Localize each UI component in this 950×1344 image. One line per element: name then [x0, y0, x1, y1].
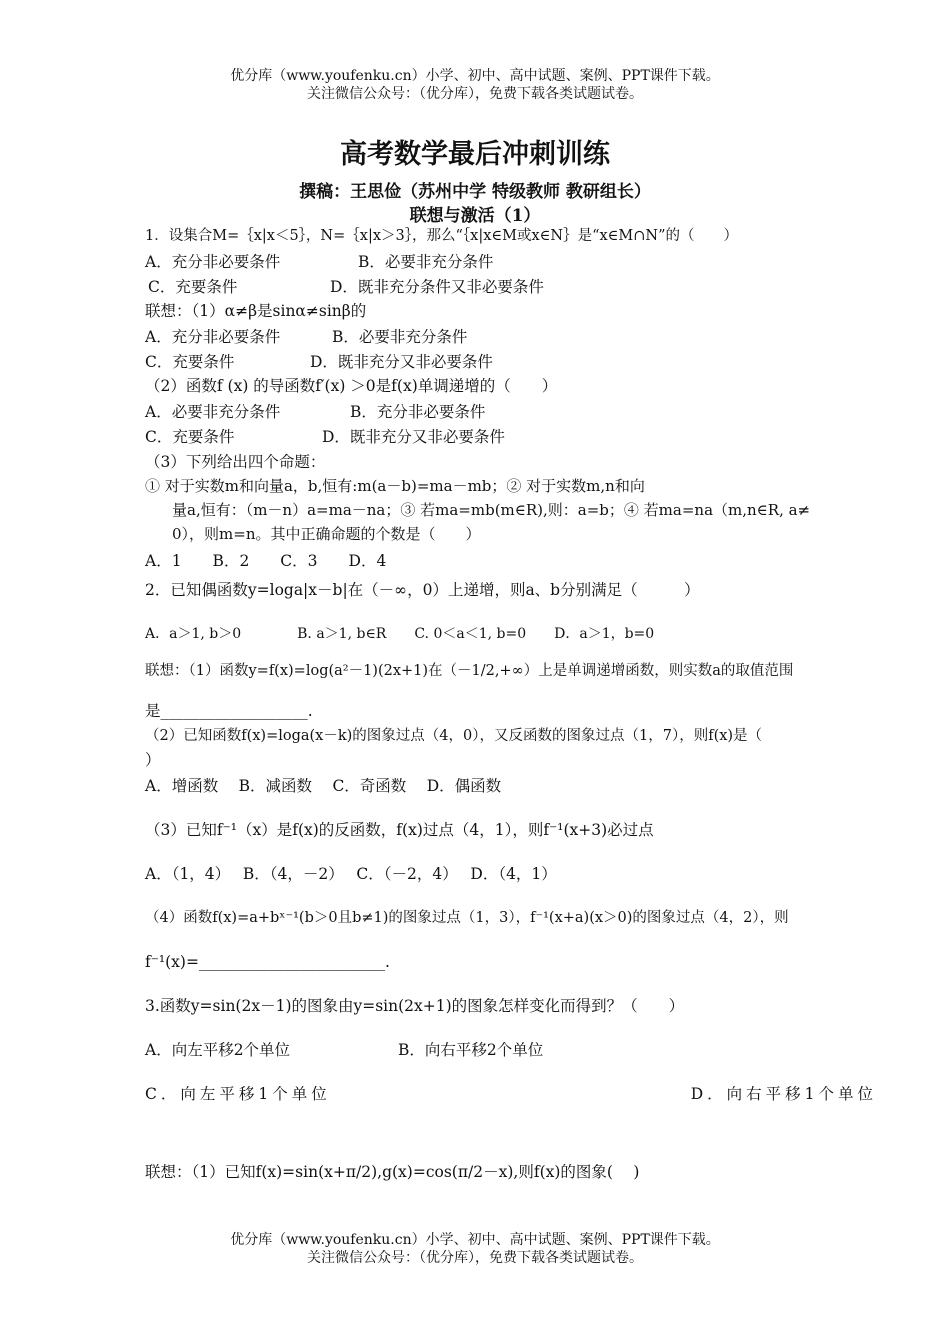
q2-options: A．a＞1, b＞0 B. a＞1, b∈R C. 0＜a＜1, b=0 D．a＞1，b=0 — [145, 626, 655, 642]
author-line: 撰稿：王思俭（苏州中学 特级教师 教研组长） — [299, 182, 651, 202]
lx2-4-line-1: （4）函数f(x)=a+bˣ⁻¹(b＞0且b≠1)的图象过点（1，3），f⁻¹(x+a)(x＞0)的图象过点（4，2），则 — [145, 910, 789, 926]
lx3-1-stem: 联想：（1）已知f(x)=sin(x+π/2),g(x)=cos(π/2－x),则f(x)的图象( ) — [145, 1163, 640, 1181]
lx1-stem: 联想：（1）α≠β是sinα≠sinβ的 — [145, 302, 367, 320]
q1-option-b: B．必要非充分条件 — [358, 253, 494, 271]
lx2-2-line-1: （2）已知函数f(x)=loga(x－k)的图象过点（4，0），又反函数的图象过点（1，7），则f(x)是（ — [145, 728, 763, 744]
lx2-3-stem: （3）已知f⁻¹（x）是f(x)的反函数，f(x)过点（4，1），则f⁻¹(x+3)必过点 — [145, 821, 654, 839]
lx3-options: A．1 B．2 C．3 D．4 — [145, 552, 387, 570]
lx1-option-b: B．必要非充分条件 — [332, 328, 468, 346]
footer-line-2: 关注微信公众号：（优分库），免费下载各类试题试卷。 — [307, 1250, 643, 1266]
lx3-stem: （3）下列给出四个命题： — [145, 453, 326, 471]
lx3-proposition-line-2: 量a,恒有：（m－n）a=ma－na；③ 若ma=mb(m∈R),则：a=b；④ 若ma=na（m,n∈R, a≠ — [172, 501, 811, 519]
q2-stem: 2．已知偶函数y=loga|x－b|在（－∞，0）上递增，则a、b分别满足（ ） — [145, 581, 700, 599]
q3-stem: 3.函数y=sin(2x－1)的图象由y=sin(2x+1)的图象怎样变化而得到？（ ） — [145, 997, 685, 1015]
lx2-2-options: A．增函数 B．减函数 C．奇函数 D．偶函数 — [145, 777, 502, 795]
lx2-3-options: A．（1，4） B．（4，－2） C．（－2，4） D．（4，1） — [145, 865, 557, 883]
section-subtitle: 联想与激活（1） — [409, 206, 541, 226]
lx2-2-line-2: ） — [145, 751, 161, 769]
header-line-1: 优分库（www.youfenku.cn）小学、初中、高中试题、案例、PPT课件下载。 — [230, 68, 720, 84]
lx2-option-d: D．既非充分又非必要条件 — [322, 428, 505, 446]
footer-line-1: 优分库（www.youfenku.cn）小学、初中、高中试题、案例、PPT课件下载。 — [230, 1232, 720, 1248]
lx2-option-b: B．充分非必要条件 — [350, 403, 486, 421]
q1-option-a: A．充分非必要条件 — [145, 253, 281, 271]
header-line-2: 关注微信公众号：（优分库），免费下载各类试题试卷。 — [307, 86, 643, 102]
lx2-option-a: A．必要非充分条件 — [145, 403, 281, 421]
q1-option-c: C．充要条件 — [148, 278, 238, 296]
page-title: 高考数学最后冲刺训练 — [340, 139, 610, 170]
lx3-proposition-line-3: 0），则m=n。其中正确命题的个数是（ ） — [172, 525, 481, 543]
lx2-stem: （2）函数f (x) 的导函数f′(x) ＞0是f(x)单调递增的（ ） — [145, 377, 558, 395]
q3-option-a: A．向左平移2个单位 — [145, 1041, 291, 1059]
q1-option-d: D．既非充分条件又非必要条件 — [330, 278, 544, 296]
q1-stem: 1．设集合M=｛x|x＜5｝，N=｛x|x＞3｝，那么“｛x|x∈M或x∈N｝是“x∈M∩N”的（ ） — [145, 228, 738, 244]
lx1-option-a: A．充分非必要条件 — [145, 328, 281, 346]
q3-option-d: D．向右平移1个单位 — [690, 1085, 877, 1103]
lx2-4-line-2: f⁻¹(x)=________________________. — [145, 953, 390, 971]
lx2-1-line-2: 是___________________. — [145, 702, 313, 720]
q3-option-b: B．向右平移2个单位 — [398, 1041, 544, 1059]
lx2-1-line-1: 联想：（1）函数y=f(x)=log(a²－1)(2x+1)在（－1/2,+∞）上是单调递增函数，则实数a的取值范围 — [145, 663, 794, 679]
lx1-option-c: C．充要条件 — [145, 353, 235, 371]
q3-option-c: C．向左平移1个单位 — [145, 1085, 331, 1103]
lx1-option-d: D．既非充分又非必要条件 — [310, 353, 493, 371]
lx3-proposition-line-1: ① 对于实数m和向量a，b,恒有:m(a－b)=ma－mb；② 对于实数m,n和向 — [145, 477, 645, 495]
lx2-option-c: C．充要条件 — [145, 428, 235, 446]
